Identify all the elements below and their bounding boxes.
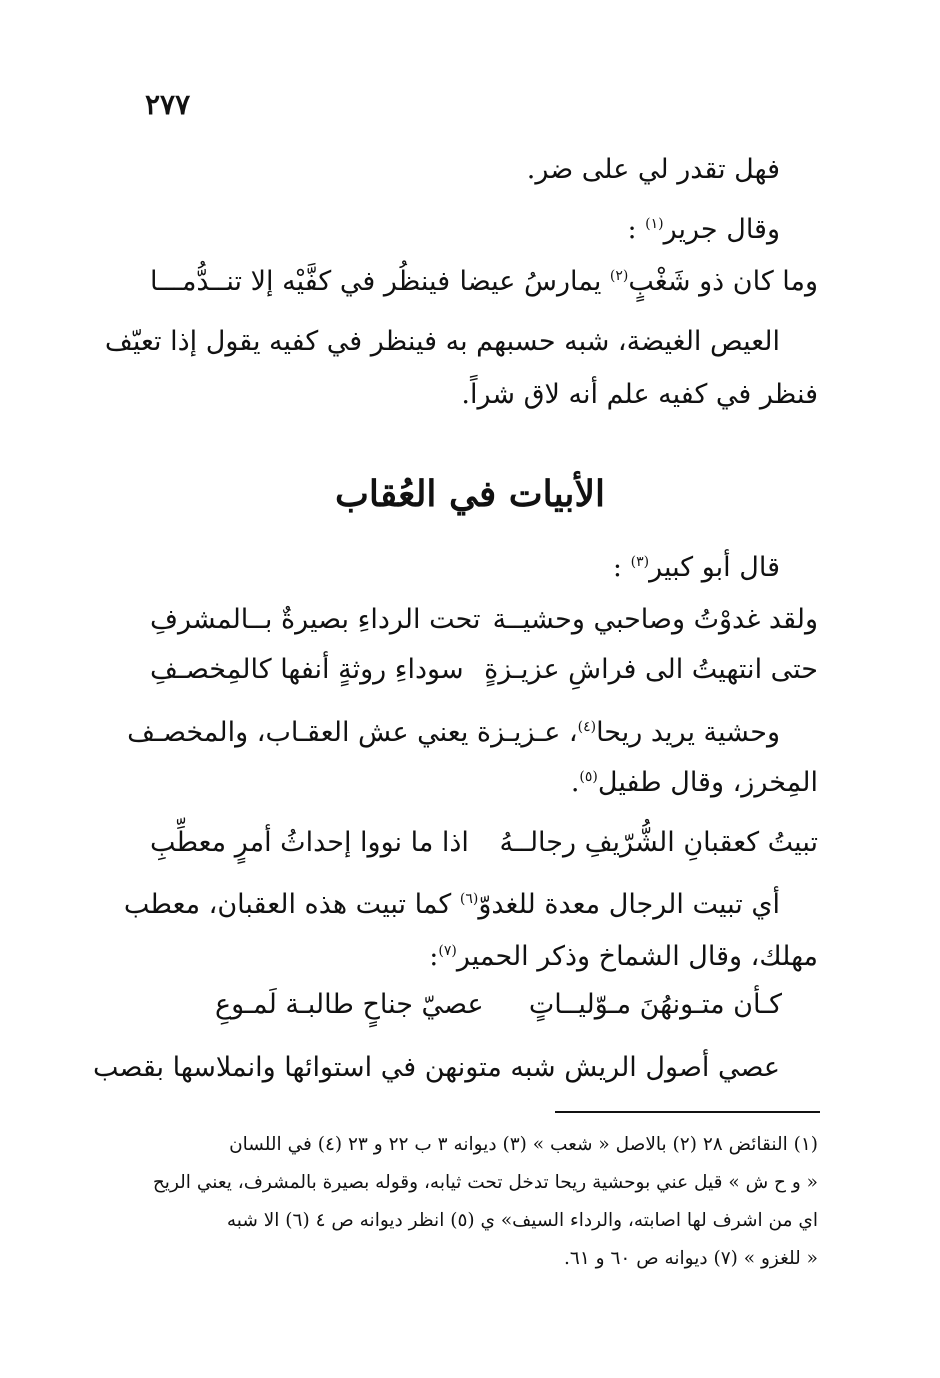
verse-line	[150, 823, 818, 863]
text-run: مهلك، وقال الشماخ وذكر الحمير	[456, 941, 818, 972]
text-run: :	[429, 941, 439, 972]
text-line: فنظر في كفيه علم أنه لاق شراً.	[461, 379, 818, 410]
text-line	[123, 885, 780, 925]
verse-line	[150, 600, 818, 640]
text-line: العيص الغيضة، شبه حسبهم به فينظر في كفيه يقول إذا تعيّف	[104, 326, 780, 357]
footnote-line: (١) النقائض ٢٨ (٢) بالاصل « شعب » (٣) ديوانه ٣ ب ٢٢ و ٢٣ (٤) في اللسان	[229, 1134, 818, 1155]
verse-hemistich-first: حتى انتهيتُ الى فراشِ عزيـزةٍ	[484, 654, 818, 685]
punctuation: :	[627, 214, 646, 245]
footnote-ref: (١)	[645, 216, 664, 232]
verse-line	[215, 985, 782, 1025]
text-line	[150, 937, 818, 977]
text-line: عصي أصول الريش شبه متونهن في استوائها وانملاسها بقصب	[92, 1052, 780, 1083]
verse-hemistich-first: ولقد غدوْتُ وصاحبي وحشيــة	[492, 604, 818, 635]
text-run: .	[570, 767, 580, 798]
footnote-divider	[555, 1111, 820, 1113]
verse-hemistich-second: اذا ما نووا إحداثُ أمرٍ معطِّبِ	[150, 827, 469, 858]
footnote-ref: (٢)	[609, 268, 629, 284]
text-run: المِخرز، وقال طفيل	[597, 767, 818, 798]
verse-hemistich-second: عصيّ جناحٍ طالبـة لَمـوعِ	[215, 989, 484, 1020]
footnote-line: « للغزو » (٧) ديوانه ص ٦٠ و ٦١.	[564, 1248, 818, 1269]
footnote-ref: (٧)	[438, 943, 457, 959]
verse-hemistich-first: كـأن متـونهُنَ مـوّليــاتٍ	[528, 989, 782, 1020]
text-line	[150, 548, 780, 588]
speaker-label: قال أبو كبير	[649, 552, 780, 583]
footnote-ref: (٤)	[577, 719, 597, 735]
text-run: أي تبيت الرجال معدة للغدوّ	[478, 889, 780, 920]
verse-hemistich-first	[460, 262, 819, 302]
speaker-label: وقال جرير	[663, 214, 780, 245]
section-heading: الأبيات في العُقاب	[335, 473, 605, 515]
footnote-ref: (٥)	[579, 769, 598, 785]
text-line: فهل تقدر لي على ضر.	[526, 154, 780, 185]
text-run: ، عـزيـزة يعني عش العقـاب، والمخصـف	[127, 717, 578, 748]
verse-text: يمارسُ عيضا	[459, 266, 610, 297]
footnote-ref: (٦)	[459, 891, 479, 907]
text-run: كما تبيت هذه العقبان، معطب	[123, 889, 460, 920]
verse-hemistich-second: تحت الرداءِ بصيرةٌ بــالمشرفِ	[150, 604, 481, 635]
verse-text: وما كان ذو شَغْبٍ	[628, 266, 818, 297]
verse-hemistich-second: فينظُر في كفَّيْه إلا تنــدُّمـــا	[150, 266, 451, 297]
footnote-ref: (٣)	[630, 554, 650, 570]
punctuation: :	[612, 552, 631, 583]
text-line	[150, 210, 780, 250]
page-number: ٢٧٧	[145, 88, 191, 121]
text-line	[127, 713, 780, 753]
text-run: وحشية يريد ريحا	[596, 717, 780, 748]
verse-hemistich-first: تبيتُ كعقبانِ الشُّرّيفِ رجالــهُ	[499, 827, 818, 858]
footnote-line: « و ح ش » قيل عني بوحشية ريحا تدخل تحت ثيابه، وقوله بصيرة بالمشرف، يعني الريح	[152, 1172, 818, 1193]
footnote-line: اي من اشرف لها اصابته، والرداء السيف» ي (٥) انظر ديوانه ص ٤ (٦) الا شبه	[226, 1210, 818, 1231]
verse-line	[150, 262, 818, 302]
text-line	[150, 763, 818, 803]
verse-hemistich-second: سوداءِ روثةٍ أنفها كالمِخصـفِ	[150, 654, 464, 685]
verse-line	[150, 650, 818, 690]
